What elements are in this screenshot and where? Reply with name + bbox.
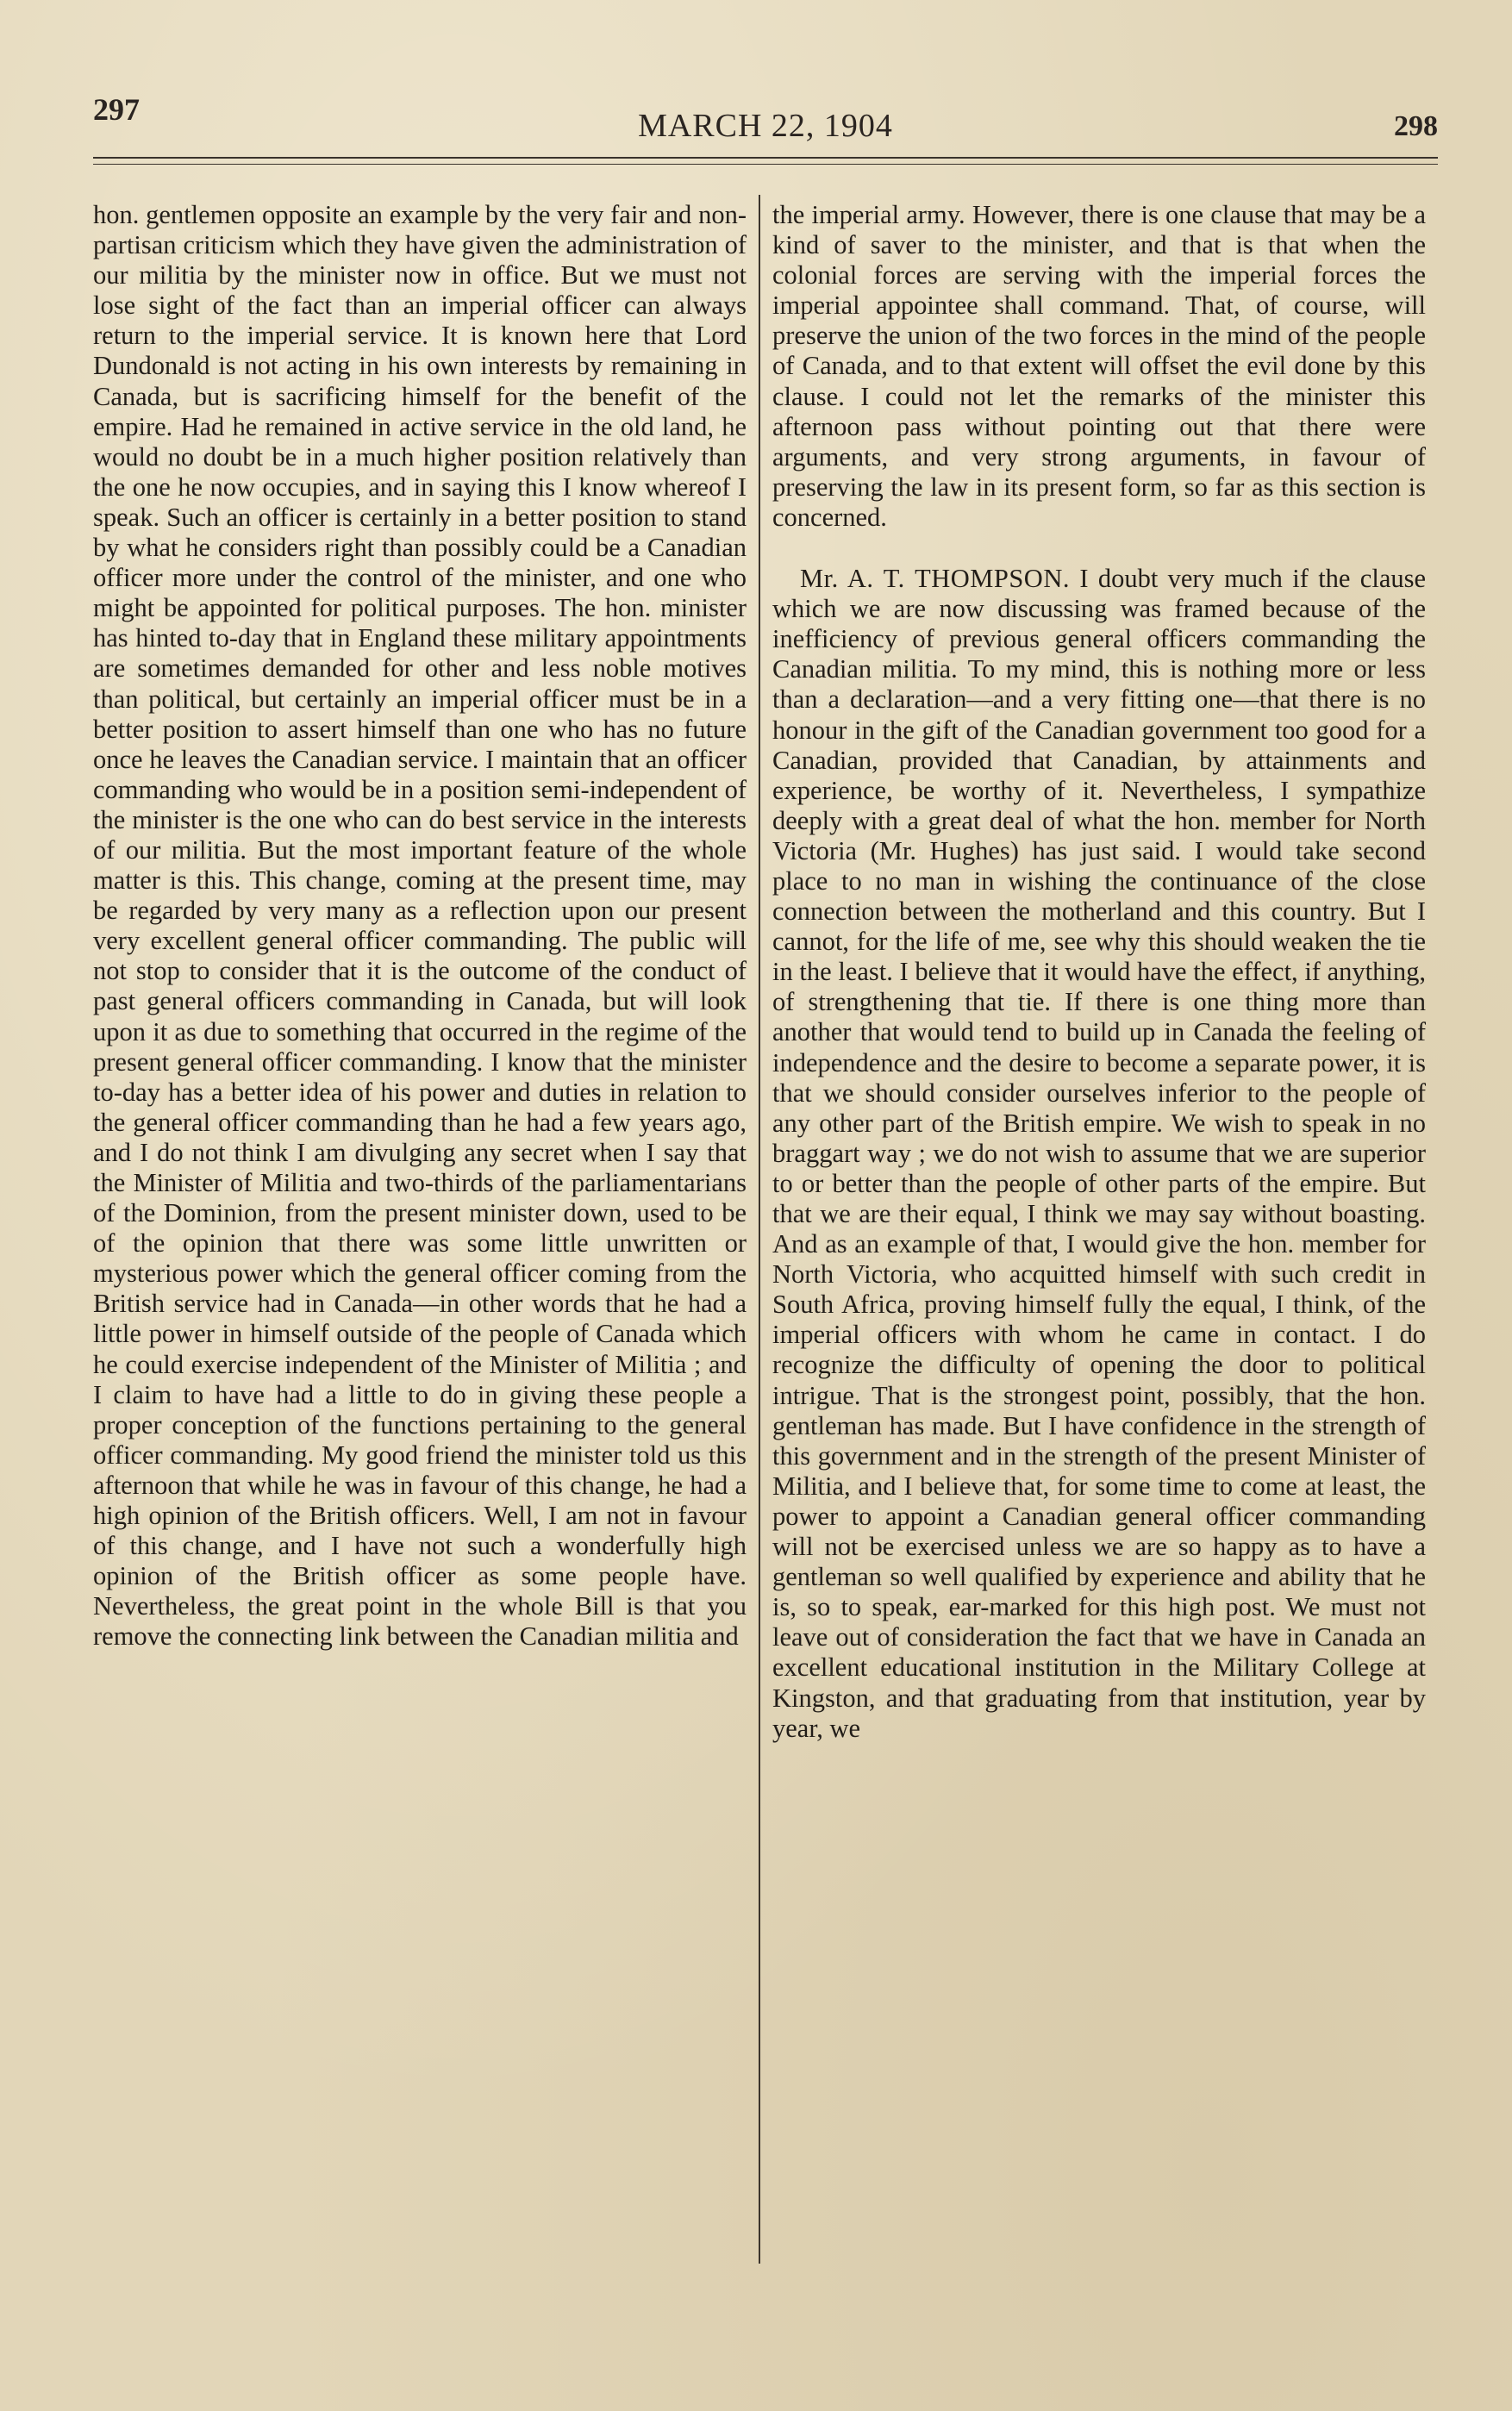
header-rule-top xyxy=(93,157,1438,159)
right-column xyxy=(772,200,1426,1744)
page-number-right: 298 xyxy=(1394,110,1438,142)
speaker-name: Mr. A. T. THOMPSON. xyxy=(800,564,1070,594)
page-date-heading: MARCH 22, 1904 xyxy=(638,108,893,144)
page-number-left: 297 xyxy=(93,92,140,127)
page-header xyxy=(93,86,1438,147)
right-column-paragraph-1: the imperial army. However, there is one clause that may be a kind of saver to the minister, and that is that when the colonial forces are serving with the imperial forces the imperial appointee shall command. That, of course, will preserve the union of the two forces in the mind of the people of Canada, and to that extent will offset the evil done by this clause. I could not let the remarks of the minister this afternoon pass without pointing out that there were arguments, and very strong arguments, in favour of preserving the law in its present form, so far as this section is concerned. xyxy=(772,200,1426,532)
right-column-paragraph-2 xyxy=(772,564,1426,1744)
column-divider xyxy=(759,195,760,2264)
left-column-paragraph: hon. gentlemen opposite an example by the very fair and non-partisan criticism which they have given the administration of our militia by the minister now in office. But we must not lose sight of the fact than an imperial officer can always return to the imperial service. It is known here that Lord Dundonald is not acting in his own interests by remaining in Canada, but is sacrificing himself for the benefit of the empire. Had he remained in active service in the old land, he would no doubt be in a much higher position relatively than the one he now occupies, and in saying this I know whereof I speak. Such an officer is certainly in a better position to stand by what he considers right than possibly could be a Canadian officer more under the control of the minister, and one who might be appointed for political purposes. The hon. minister has hinted to-day that in England these military appointments are sometimes demanded for other and less noble motives than political, but certainly an imperial officer must be in a better position to assert himself than one who has no future once he leaves the Canadian service. I maintain that an officer commanding who would be in a position semi-independent of the minister is the one who can do best service in the interests of our militia. But the most important feature of the whole matter is this. This change, coming at the present time, may be regarded by very many as a reflection upon our present very excellent general officer commanding. The public will not stop to consider that it is the outcome of the conduct of past general officers commanding in Canada, but will look upon it as due to something that occurred in the regime of the present general officer commanding. I know that the minister to-day has a better idea of his power and duties in relation to the general officer commanding than he had a few years ago, and I do not think I am divulging any secret when I say that the Minister of Militia and two-thirds of the parliamentarians of the Dominion, from the present minister down, used to be of the opinion that there was some little unwritten or mysterious power which the general officer coming from the British service had in Canada—in other words that he had a little power in himself outside of the people of Canada which he could exercise independent of the Minister of Militia ; and I claim to have had a little to do in giving these people a proper conception of the functions pertaining to the general officer commanding. My good friend the minister told us this afternoon that while he was in favour of this change, he had a high opinion of the British officers. Well, I am not in favour of this change, and I have not such a wonderfully high opinion of the British officer as some people have. Nevertheless, the great point in the whole Bill is that you remove the connecting link between the Canadian militia and xyxy=(93,200,747,1652)
left-column xyxy=(93,200,747,1652)
header-rule-bottom xyxy=(93,164,1438,165)
speech-text: I doubt very much if the clause which we are now discussing was framed because of the inefficiency of previous general officers commanding the Canadian militia. To my mind, this is nothing more or less than a declaration—and a very fitting one—that there is no honour in the gift of the Canadian government too good for a Canadian, provided that Canadian, by attainments and experience, be worthy of it. Nevertheless, I sympathize deeply with a great deal of what the hon. member for North Victoria (Mr. Hughes) has just said. I would take second place to no man in wishing the continuance of the close connection between the motherland and this country. But I cannot, for the life of me, see why this should weaken the tie in the least. I believe that it would have the effect, if anything, of strengthening that tie. If there is one thing more than another that would tend to build up in Canada the feeling of independence and the desire to become a separate power, it is that we should consider ourselves inferior to the people of any other part of the British empire. We wish to speak in no braggart way ; we do not wish to assume that we are superior to or better than the people of other parts of the empire. But that we are their equal, I think we may say without boasting. And as an example of that, I would give the hon. member for North Victoria, who acquitted himself with such credit in South Africa, proving himself fully the equal, I think, of the imperial officers with whom he came in contact. I do recognize the difficulty of opening the door to political intrigue. That is the strongest point, possibly, that the hon. gentleman has made. But I have confidence in the strength of this government and in the strength of the present Minister of Militia, and I believe that, for some time to come at least, the power to appoint a Canadian general officer commanding will not be exercised unless we are so happy as to have a gentleman so well qualified by experience and ability that he is, so to speak, ear-marked for this high post. We must not leave out of consideration the fact that we have in Canada an excellent educational institution in the Military College at Kingston, and that graduating from that institution, year by year, we xyxy=(772,564,1427,1743)
